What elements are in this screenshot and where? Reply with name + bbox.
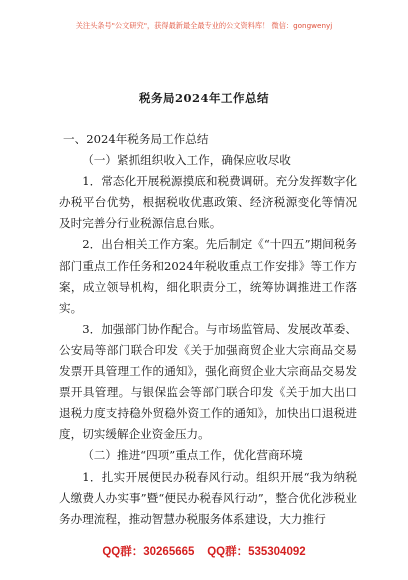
qq-group-1: QQ群：30265665 xyxy=(102,546,195,558)
header-banner: 关注头条号"公文研究"，获得最新最全最专业的公文资料库！ 微信：gongwenyj xyxy=(75,21,333,30)
qq-group-2: QQ群：535304092 xyxy=(207,546,306,558)
paragraph: 1．常态化开展税源摸底和税费调研。充分发挥数字化办税平台优势，根据税收优惠政策、经济税源变化等情况及时完善分行业税源信息台账。 xyxy=(59,174,357,231)
footer-contact xyxy=(0,543,408,559)
paragraph: 3．加强部门协作配合。与市场监管局、发展改革委、公安局等部门联合印发《关于加强商贸企业大宗商品交易发票开具管理工作的通知》，强化商贸企业大宗商品交易发票开具管理。与银保监会等部门联合印发《关于加大出口退税力度支持稳外贸稳外资工作的通知》，加快出口退税进度，切实缓解企业资金压力。 xyxy=(59,321,357,442)
subsection-heading: （一）紧抓组织收入工作，确保应收尽收 xyxy=(82,153,291,168)
subsection-heading: （二）推进“四项”重点工作，优化营商环境 xyxy=(82,448,303,463)
paragraph: 1．扎实开展便民办税春风行动。组织开展“我为纳税人缴费人办实事”暨“便民办税春风行动”，整合优化涉税业务办理流程，推动智慧办税服务体系建设，大力推行 xyxy=(59,469,357,526)
paragraph: 2．出台相关工作方案。先后制定《“十四五”期间税务部门重点工作任务和2024年税收重点工作安排》等工作方案，成立领导机构，细化职责分工，统筹协调推进工作落实。 xyxy=(59,237,357,315)
document-body xyxy=(59,129,357,530)
section-heading: 一、2024年税务局工作总结 xyxy=(63,132,209,146)
document-title: 税务局2024年工作总结 xyxy=(138,91,269,105)
